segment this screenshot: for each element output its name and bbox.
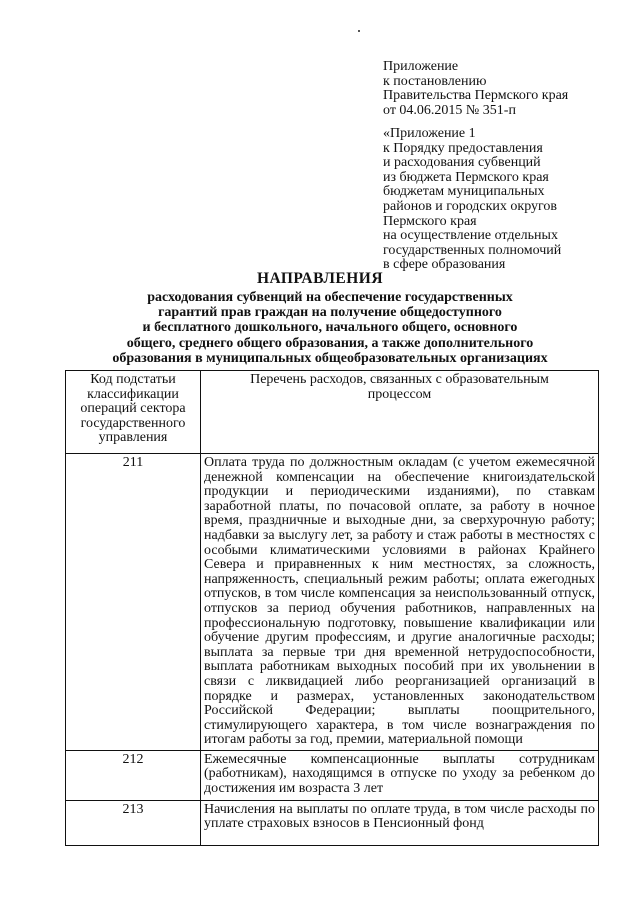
document-subtitle [60, 290, 600, 366]
subtitle-line: гарантий прав граждан на получение общедоступного [158, 305, 502, 321]
inner-appendix-line: бюджетам муниципальных [383, 184, 545, 200]
row-code-cell: 213 [66, 800, 201, 845]
inner-appendix-line: «Приложение 1 [383, 126, 476, 141]
subtitle-line: образования в муниципальных общеобразовательных организациях [112, 350, 548, 366]
inner-appendix-line: в сфере образования [383, 257, 506, 273]
table-row [66, 750, 599, 800]
appendix-note-line: от 04.06.2015 № 351-п [383, 102, 516, 118]
row-code-cell: 212 [66, 750, 201, 800]
table-row [66, 800, 599, 845]
header-code-cell: Код подстатьи классификации операций сектора государственного управления [66, 371, 201, 454]
table-row [66, 454, 599, 751]
inner-appendix-line: и расходования субвенций [383, 155, 541, 171]
inner-appendix-line: к Порядку предоставления [383, 140, 543, 156]
inner-appendix-line: из бюджета Пермского края [383, 169, 549, 185]
row-desc-cell: Ежемесячные компенсационные выплаты сотрудникам (работникам), находящимся в отпуске по уходу за ребенком до достижения им возраста 3 лет [201, 750, 599, 800]
scan-dot [358, 30, 360, 32]
document-title: НАПРАВЛЕНИЯ [256, 270, 384, 287]
row-desc-cell: Начисления на выплаты по оплате труда, в том числе расходы по уплате страховых взносов в Пенсионный фонд [201, 800, 599, 845]
inner-appendix-line: районов и городских округов [383, 198, 558, 214]
inner-appendix-line: государственных полномочий [383, 242, 562, 258]
appendix-note-line: Правительства Пермского края [383, 88, 569, 104]
row-desc-cell: Оплата труда по должностным окладам (с учетом ежемесячной денежной компенсации на обеспечение книгоиздательской продукции и периодическими изданиями), по ставкам заработной платы, по почасовой оплате, за работу в ночное время, праздничные и выходные дни, за сверхурочную работу; надбавки за выслугу лет, за работу и стаж работы в местностях с особыми климатическими условиями в районах Крайнего Севера и приравненных к ним местностях, за сложность, напряженность, специальный режим работы; оплата ежегодных отпусков, в том числе компенсация за неиспользованный отпуск, отпусков за период обучения работников, направленных на профессиональную подготовку, повышение квалификации или обучение другим профессиям, и другие аналогичные расходы; выплата за первые три дня временной нетрудоспособности, выплата работникам выходных пособий при их увольнении в связи с ликвидацией либо реорганизацией организаций в порядке и размерах, установленных законодательством Российской Федерации; выплаты поощрительного, стимулирующего характера, в том числе вознаграждения по итогам работы за год, премии, материальной помощи [201, 454, 599, 751]
inner-appendix-line: на осуществление отдельных [383, 228, 558, 244]
subtitle-line: расходования субвенций на обеспечение государственных [147, 290, 513, 305]
header-desc-cell: Перечень расходов, связанных с образовательным процессом [201, 371, 599, 454]
table-header-row [66, 371, 599, 454]
expenses-table [65, 370, 599, 846]
appendix-note-line: к постановлению [383, 73, 487, 89]
appendix-note-line: Приложение [383, 59, 459, 74]
row-code-cell: 211 [66, 454, 201, 751]
inner-appendix-line: Пермского края [383, 213, 477, 229]
subtitle-line: и бесплатного дошкольного, начального общего, основного [142, 320, 518, 336]
subtitle-line: общего, среднего общего образования, а также дополнительного [126, 335, 534, 351]
appendix-note [383, 60, 623, 118]
inner-appendix-note [383, 127, 623, 273]
